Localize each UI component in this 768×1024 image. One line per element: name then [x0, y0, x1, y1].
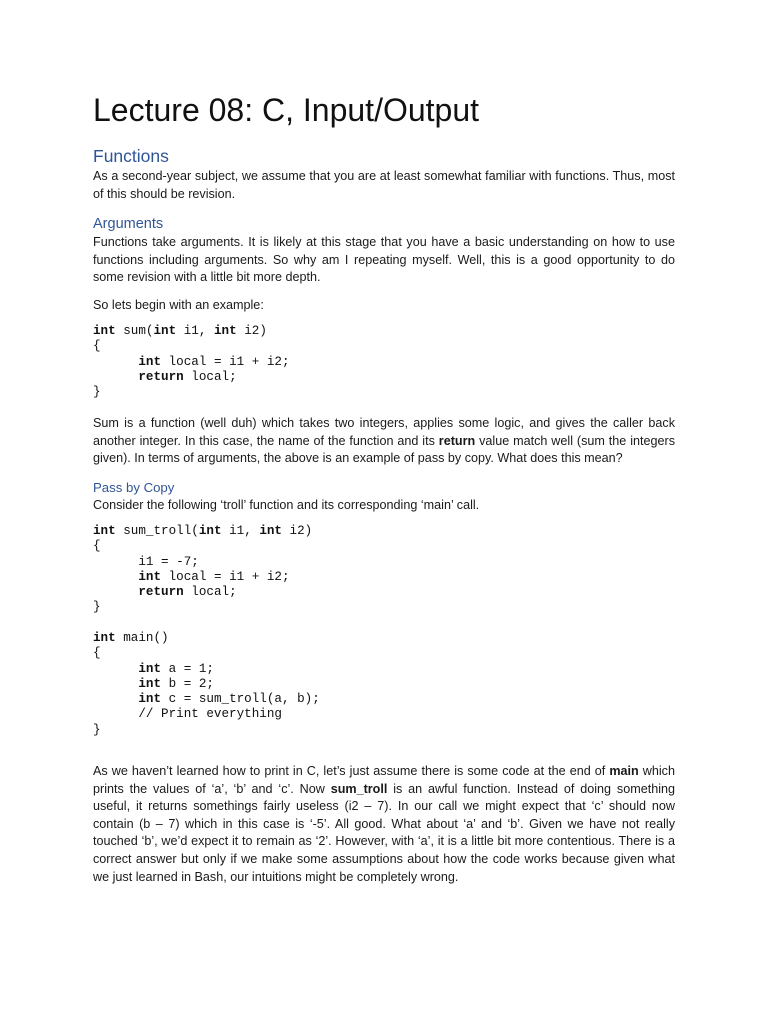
- code-line: int a = 1;: [138, 661, 214, 676]
- code-line: i1 = -7;: [93, 554, 199, 569]
- code-line: int c = sum_troll(a, b);: [138, 692, 320, 707]
- heading-arguments: Arguments: [93, 216, 164, 232]
- code-line: {: [93, 646, 101, 661]
- heading-functions: Functions: [93, 146, 169, 166]
- code-line: }: [93, 600, 101, 615]
- code-line: int local = i1 + i2;: [138, 569, 290, 584]
- code-line: int local = i1 + i2;: [138, 354, 290, 369]
- arguments-paragraph-1: Functions take arguments. It is likely at this stage that you have a basic understanding on how to use functions including arguments. So why am I repeating myself. Well, this is a good opportunity to do some revision with a little bit more depth.: [93, 235, 675, 285]
- code-line: int sum_troll(int i1, int i2): [93, 524, 313, 538]
- code-line: int sum(int i1, int i2): [93, 324, 267, 338]
- code-line: }: [93, 385, 101, 400]
- arguments-paragraph-2: So lets begin with an example:: [93, 298, 264, 312]
- code-line: return local;: [138, 369, 237, 384]
- code-block-sum: [93, 324, 290, 400]
- code-line: }: [93, 722, 101, 737]
- functions-intro-paragraph: As a second-year subject, we assume that you are at least somewhat familiar with functions. Thus, most of this should be revision.: [93, 169, 675, 201]
- code-line: // Print everything: [93, 707, 282, 722]
- code-line: int b = 2;: [138, 676, 214, 691]
- code-line: {: [93, 339, 101, 354]
- code-block-main: [93, 631, 320, 738]
- code-block-sum-troll: [93, 524, 312, 616]
- page-title: Lecture 08: C, Input/Output: [93, 92, 480, 128]
- code-line: int main(): [93, 631, 169, 645]
- closing-paragraph: As we haven’t learned how to print in C, let’s just assume there is some code at the end of main which prints the values of ‘a’, ‘b’ and ‘c’. Now sum_troll is an awful function. Instead of doing something useful, it returns somethings fairly useless (i2 – 7). In our call we might expect that ‘c’ should now contain (b – 7) which in this case is ‘-5’. All good. What about ‘a’ and ‘b’. Given we have not really touched ‘b’, we’d expect it to remain as ‘2’. However, with ‘a’, it is a little bit more contentious. There is a correct answer but only if we make some assumptions about how the code works because given what we just learned in Bash, our intuitions might be completely wrong.: [93, 764, 676, 884]
- heading-pass-by-copy: Pass by Copy: [93, 480, 175, 495]
- code-line: return local;: [138, 585, 237, 600]
- pass-by-copy-intro: Consider the following ‘troll’ function and its corresponding ‘main’ call.: [93, 498, 480, 512]
- code-line: {: [93, 539, 101, 554]
- sum-explanation-paragraph: Sum is a function (well duh) which takes two integers, applies some logic, and gives the caller back another integer. In this case, the name of the function and its return value match well (sum the integers given). In terms of arguments, the above is an example of pass by copy. What does this mean?: [93, 416, 675, 466]
